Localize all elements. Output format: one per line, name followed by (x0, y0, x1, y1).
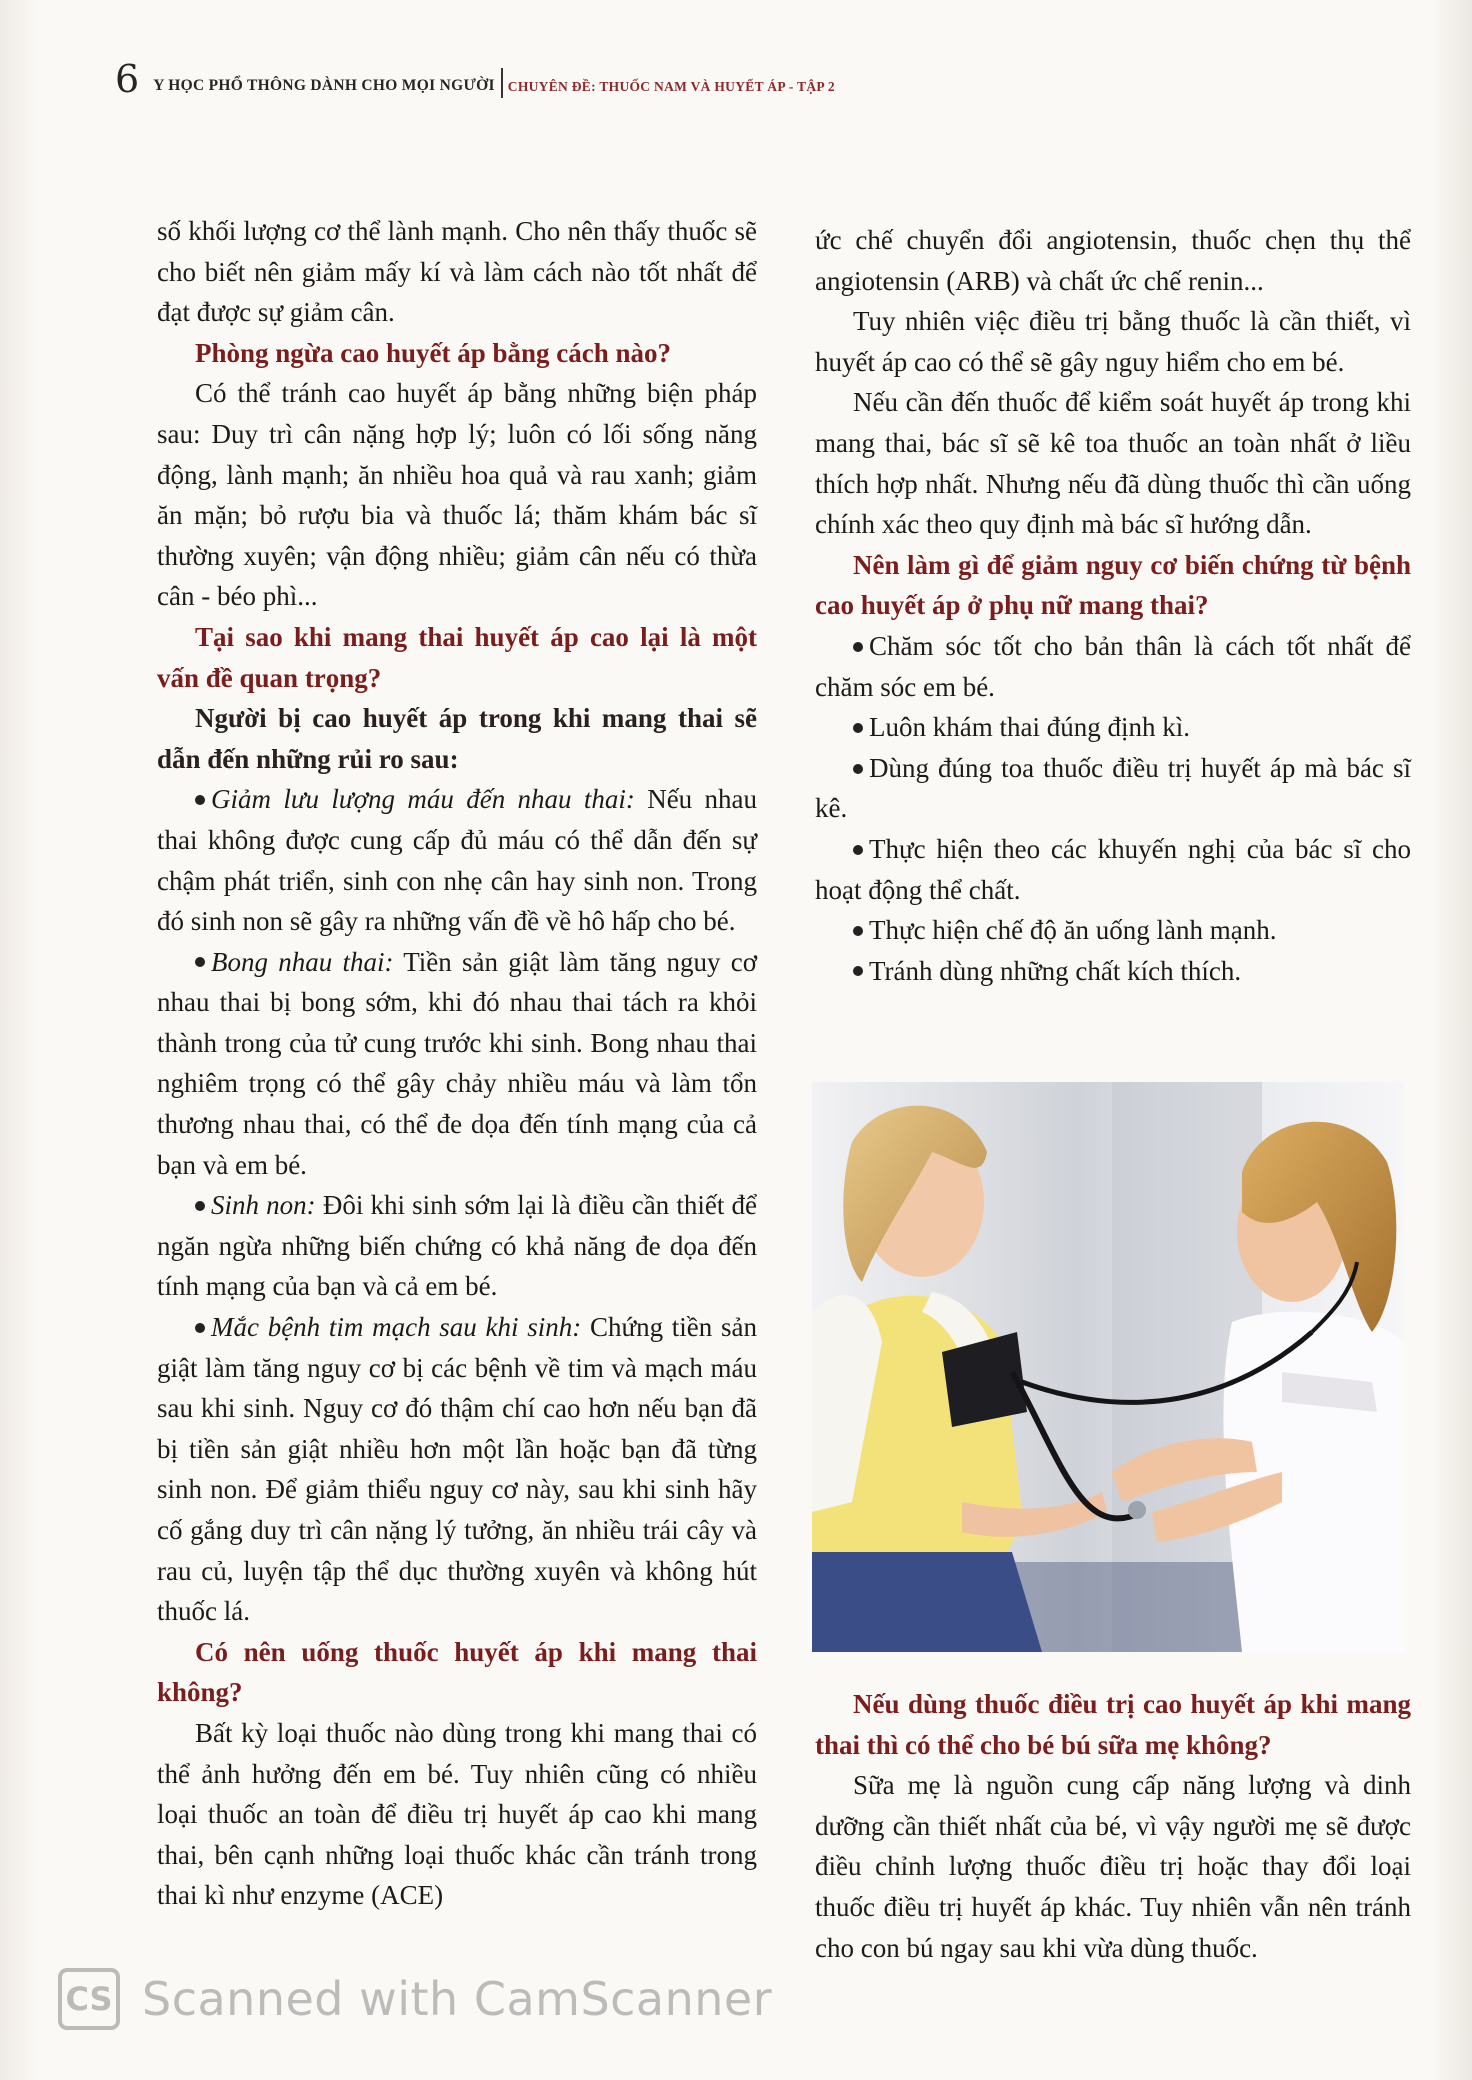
section-heading: Tại sao khi mang thai huyết áp cao lại là một vấn đề quan trọng? (157, 621, 757, 693)
bullet-icon (853, 966, 863, 976)
bullet-icon (853, 764, 863, 774)
book-title: Y HỌC PHỔ THÔNG DÀNH CHO MỌI NGƯỜI (153, 77, 495, 94)
header-divider (501, 68, 503, 98)
paragraph: Tuy nhiên việc điều trị bằng thuốc là cần thiết, vì huyết áp cao có thể sẽ gây nguy hiểm cho em bé. (815, 306, 1411, 377)
bullet-text: Chứng tiền sản giật làm tăng nguy cơ bị các bệnh về tim và mạch máu sau khi sinh. Nguy cơ đó thậm chí cao hơn nếu bạn đã bị tiền sản giật nhiều hơn một lần hoặc bạn đã từng sinh non. Để giảm thiểu nguy cơ này, sau khi sinh hãy cố gắng duy trì cân nặng lý tưởng, ăn nhiều trái cây và rau củ, luyện tập thể dục thường xuyên và không hút thuốc lá. (157, 1312, 758, 1627)
list-item (157, 942, 757, 1186)
bullet-term: Giảm lưu lượng máu đến nhau thai: (211, 784, 635, 815)
camscanner-logo-icon: CS (58, 1968, 120, 2030)
bullet-text: Thực hiện chế độ ăn uống lành mạnh. (869, 915, 1277, 946)
bullet-text: Tránh dùng những chất kích thích. (869, 955, 1242, 986)
camscanner-watermark (58, 1968, 772, 2030)
bullet-icon (853, 845, 863, 855)
list-item (157, 779, 757, 941)
paragraph: Sữa mẹ là nguồn cung cấp năng lượng và dinh dưỡng cần thiết nhất của bé, vì vậy người mẹ sẽ được điều chỉnh lượng thuốc điều trị hoặc thay đổi loại thuốc điều trị huyết áp khác. Tuy nhiên vẫn nên tránh cho con bú ngay sau khi vừa dùng thuốc. (815, 1770, 1411, 1963)
photo-illustration (812, 1082, 1404, 1652)
bullet-text: Thực hiện theo các khuyến nghị của bác sĩ cho hoạt động thể chất. (815, 833, 1411, 905)
list-item (157, 1185, 757, 1307)
paragraph: ức chế chuyển đổi angiotensin, thuốc chẹn thụ thể angiotensin (ARB) và chất ức chế renin... (815, 225, 1411, 296)
paragraph: Có thể tránh cao huyết áp bằng những biện pháp sau: Duy trì cân nặng hợp lý; luôn có lối sống năng động, lành mạnh; ăn nhiều hoa quả và rau xanh; giảm ăn mặn; bỏ rượu bia và thuốc lá; thăm khám bác sĩ thường xuyên; vận động nhiều; giảm cân nếu có thừa cân - béo phì... (157, 378, 757, 612)
list-item (815, 951, 1411, 992)
bullet-icon (195, 1201, 205, 1211)
paragraph: Bất kỳ loại thuốc nào dùng trong khi mang thai có thể ảnh hưởng đến em bé. Tuy nhiên cũng có nhiều loại thuốc an toàn để điều trị huyết áp cao khi mang thai, bên cạnh những loại thuốc khác cần tránh trong thai kì như enzyme (ACE) (157, 1717, 757, 1911)
list-item (815, 626, 1411, 707)
bullet-text: Tiền sản giật làm tăng nguy cơ nhau thai bị bong sớm, khi đó nhau thai tách ra khỏi thành trong của tử cung trước khi sinh. Bong nhau thai nghiêm trọng có thể gây chảy nhiều máu và làm tổn thương nhau thai, có thể đe dọa đến tính mạng của cả bạn và em bé. (157, 946, 757, 1180)
right-column (815, 220, 1411, 991)
left-column (157, 211, 757, 1916)
bullet-icon (195, 957, 205, 967)
bullet-icon (195, 1323, 205, 1333)
bullet-term: Bong nhau thai: (211, 946, 394, 977)
right-column-lower (815, 1684, 1411, 1968)
bullet-term: Mắc bệnh tim mạch sau khi sinh: (211, 1312, 582, 1343)
bullet-term: Sinh non: (211, 1190, 316, 1221)
bullet-icon (853, 642, 863, 652)
series-title: CHUYÊN ĐỀ: THUỐC NAM VÀ HUYẾT ÁP - TẬP 2 (507, 79, 835, 94)
list-item (815, 910, 1411, 951)
list-item (815, 829, 1411, 910)
bullet-text: Nếu nhau thai không được cung cấp đủ máu có thể dẫn đến sự chậm phát triển, sinh con nhẹ cân hay sinh non. Trong đó sinh non sẽ gây ra những vấn đề về hô hấp cho bé. (157, 784, 757, 937)
page-number: 6 (115, 57, 140, 101)
bullet-icon (853, 926, 863, 936)
bullet-icon (195, 795, 205, 805)
running-header (115, 48, 835, 101)
lead-text: Người bị cao huyết áp trong khi mang thai sẽ dẫn đến những rủi ro sau: (157, 703, 757, 774)
section-heading: Phòng ngừa cao huyết áp bằng cách nào? (195, 337, 672, 368)
section-heading: Có nên uống thuốc huyết áp khi mang thai không? (157, 1636, 757, 1708)
bullet-text: Dùng đúng toa thuốc điều trị huyết áp mà bác sĩ kê. (815, 752, 1411, 824)
bullet-text: Luôn khám thai đúng định kì. (869, 712, 1190, 743)
list-item (157, 1307, 757, 1632)
paragraph: Nếu cần đến thuốc để kiểm soát huyết áp trong khi mang thai, bác sĩ sẽ kê toa thuốc an toàn nhất ở liều thích hợp nhất. Nhưng nếu đã dùng thuốc thì cần uống chính xác theo quy định mà bác sĩ hướng dẫn. (815, 387, 1411, 540)
watermark-text: Scanned with CamScanner (142, 1972, 773, 2026)
bullet-text: Chăm sóc tốt cho bản thân là cách tốt nhất để chăm sóc em bé. (815, 630, 1411, 702)
list-item (815, 748, 1411, 829)
photo-blood-pressure-check (812, 1082, 1404, 1652)
section-heading: Nếu dùng thuốc điều trị cao huyết áp khi mang thai thì có thể cho bé bú sữa mẹ không? (815, 1689, 1411, 1760)
bullet-icon (853, 723, 863, 733)
paragraph: số khối lượng cơ thể lành mạnh. Cho nên thấy thuốc sẽ cho biết nên giảm mấy kí và làm cách nào tốt nhất để đạt được sự giảm cân. (157, 216, 757, 328)
list-item (815, 707, 1411, 748)
section-heading: Nên làm gì để giảm nguy cơ biến chứng từ bệnh cao huyết áp ở phụ nữ mang thai? (815, 549, 1411, 621)
bullet-text: Đôi khi sinh sớm lại là điều cần thiết để ngăn ngừa những biến chứng có khả năng đe dọa đến tính mạng của bạn và cả em bé. (157, 1190, 757, 1302)
